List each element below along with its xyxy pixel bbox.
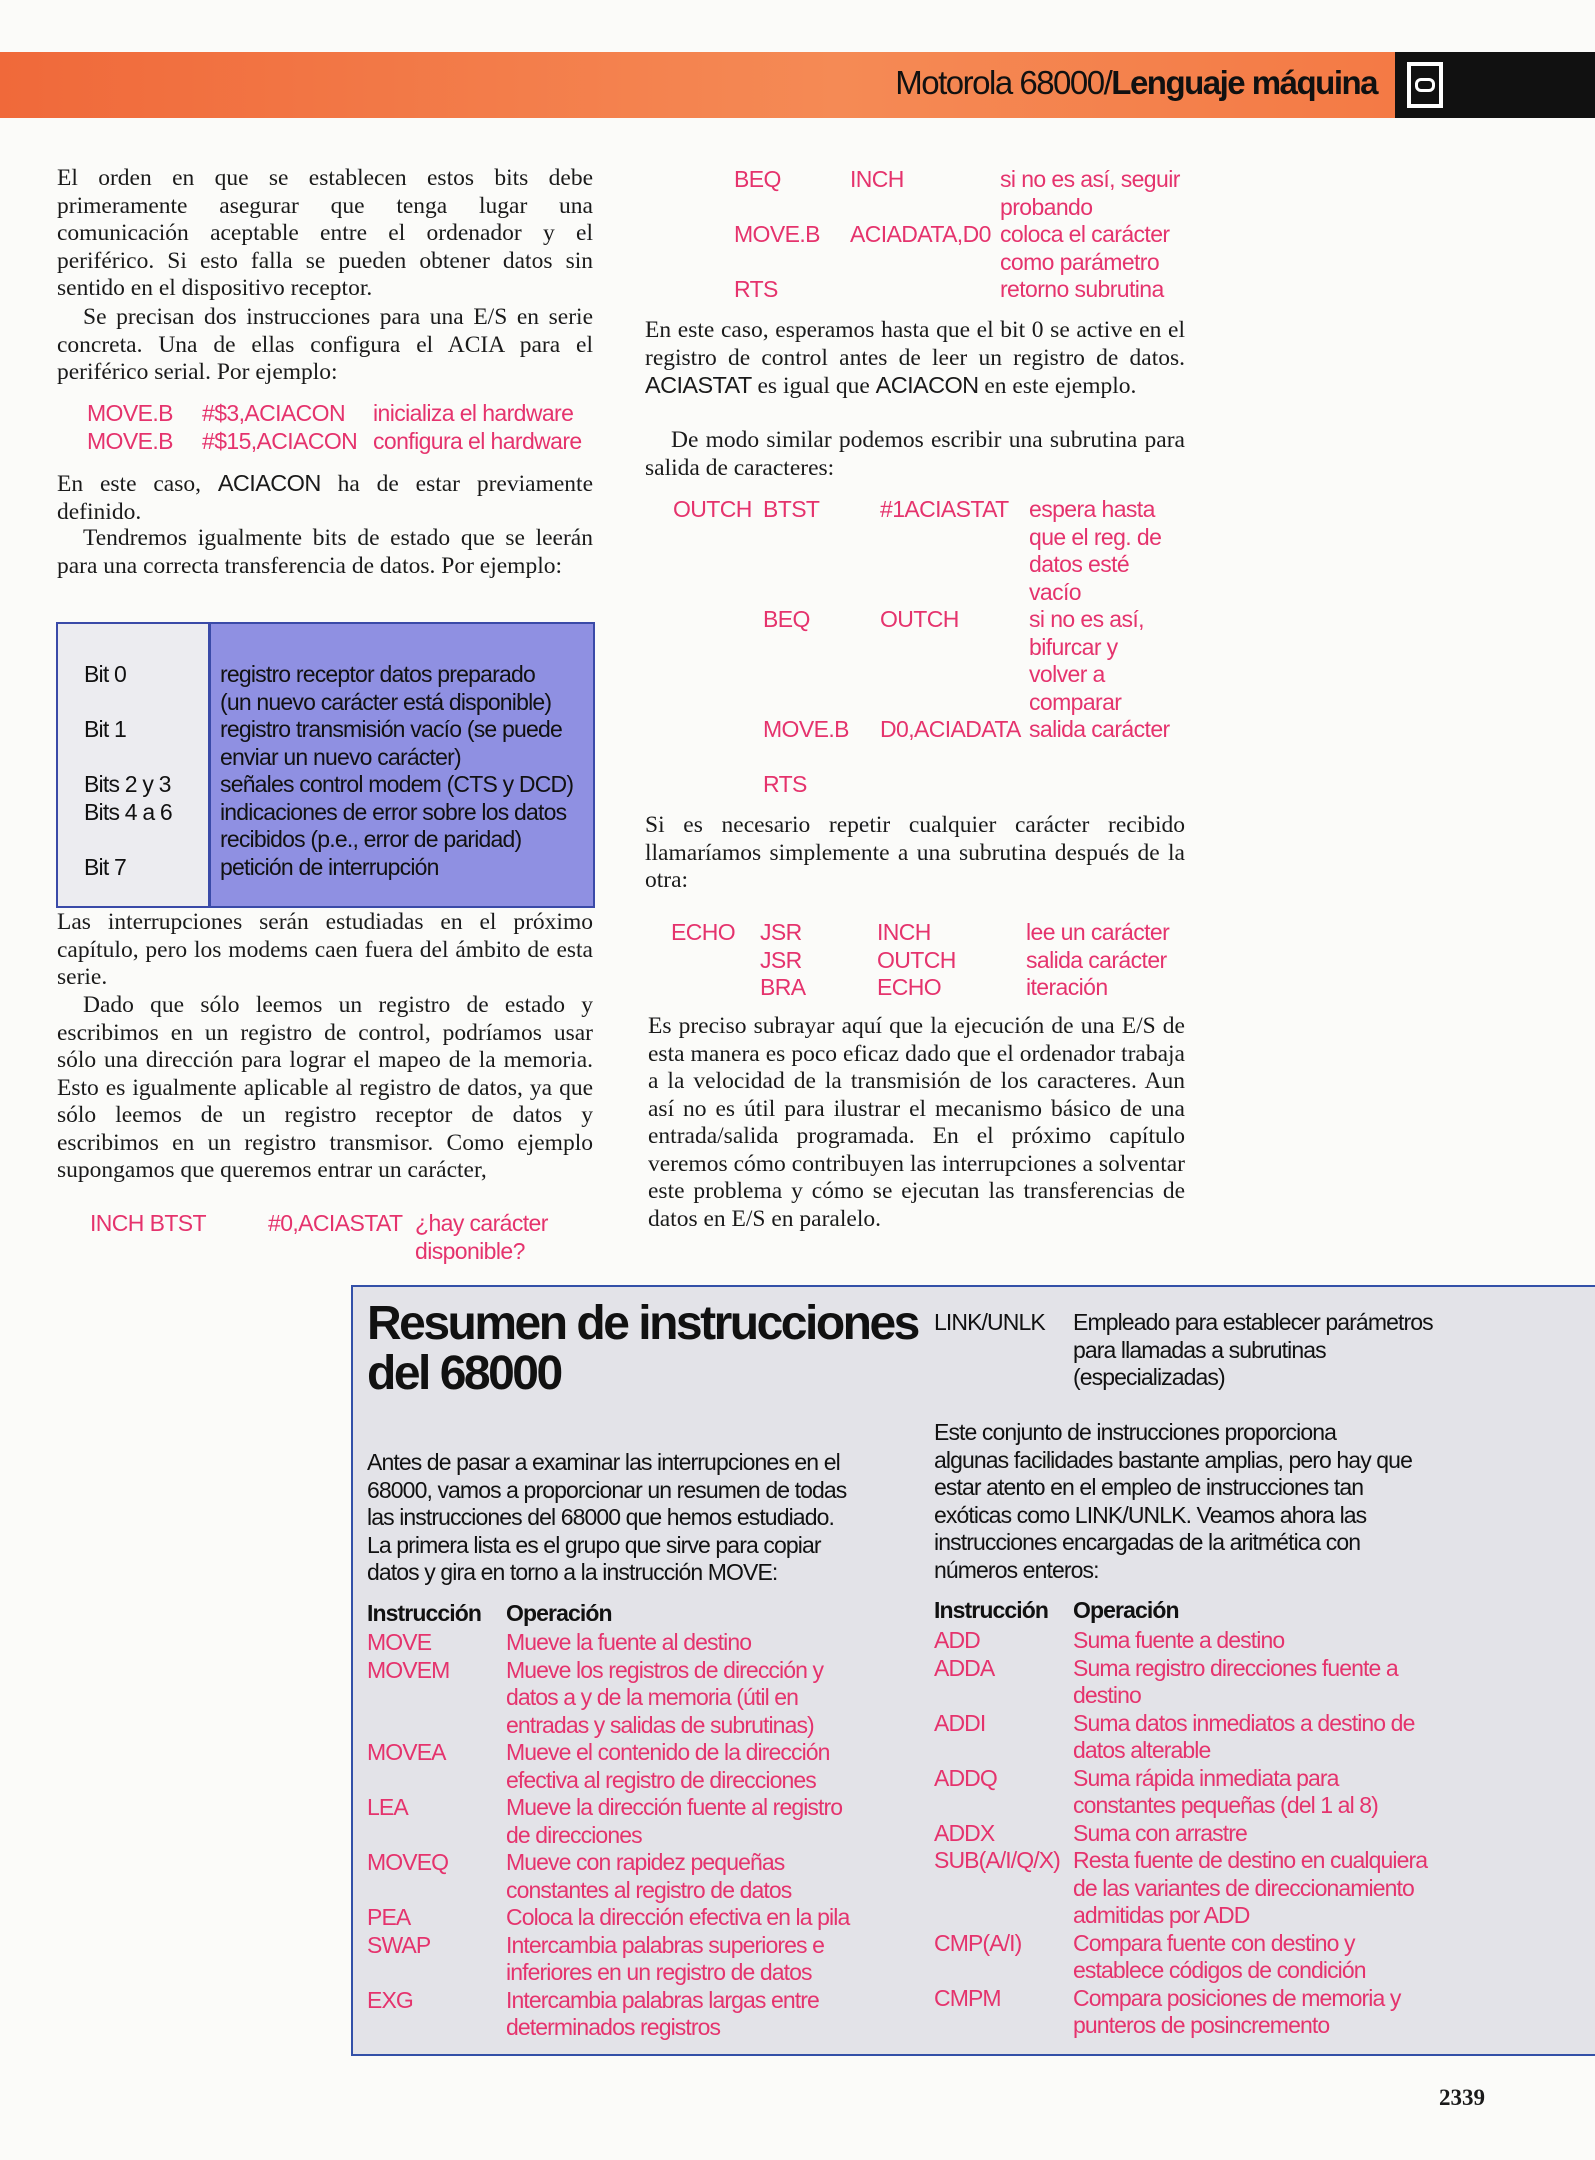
paragraph-text: Dado que sólo leemos un registro de estado y escribimos en un registro de control, podríamos usar sólo una dirección para lograr el mapeo de la memoria. Esto es igualmente aplicable al registro de datos, ya que sólo leemos de un registro receptor de datos y escribimos en un registro transmisor. Como ejemplo supongamos que queremos entrar un carácter, bbox=[57, 992, 593, 1183]
chip-icon bbox=[1407, 62, 1443, 108]
instruction-operation: (especializadas) bbox=[1073, 1364, 1225, 1390]
code-term: ACIACON bbox=[875, 372, 979, 398]
instruction-operation: constantes pequeñas (del 1 al 8) bbox=[1073, 1792, 1378, 1818]
summary-title bbox=[367, 1299, 918, 1399]
instruction-name: ADDQ bbox=[934, 1764, 997, 1791]
instruction-summary-box bbox=[351, 1285, 1595, 2056]
code-comment: bifurcar y bbox=[1029, 633, 1118, 660]
code-comment: que el reg. de bbox=[1029, 523, 1162, 550]
code-operand: OUTCH bbox=[877, 946, 956, 973]
instruction-operation: Mueve los registros de dirección y bbox=[506, 1656, 824, 1683]
code-mnemonic: BEQ bbox=[763, 606, 810, 632]
instruction-name: SWAP bbox=[367, 1931, 431, 1958]
code-comment: salida carácter bbox=[1029, 716, 1170, 742]
code-mnemonic: BRA bbox=[760, 974, 806, 1000]
paragraph bbox=[57, 470, 593, 526]
code-comment: inicializa el hardware bbox=[373, 400, 574, 426]
instruction-operation: Resta fuente de destino en cualquiera bbox=[1073, 1847, 1428, 1873]
code-mnemonic: MOVE.B bbox=[763, 716, 849, 742]
instruction-operation: entradas y salidas de subrutinas) bbox=[506, 1711, 814, 1738]
instruction-operation: Mueve el contenido de la dirección bbox=[506, 1739, 830, 1765]
instruction-name: SUB(A/I/Q/X) bbox=[934, 1847, 1060, 1873]
code-comment: ¿hay carácter bbox=[415, 1210, 548, 1236]
bit-description: indicaciones de error sobre los datos bbox=[220, 798, 567, 825]
code-mnemonic: RTS bbox=[734, 276, 778, 302]
column-header-operation: Operación bbox=[506, 1600, 612, 1626]
code-operand: #$15,ACIACON bbox=[202, 427, 358, 454]
code-comment: probando bbox=[1000, 193, 1093, 220]
code-mnemonic: BTST bbox=[763, 496, 820, 522]
instruction-operation: Intercambia palabras superiores e bbox=[506, 1931, 825, 1958]
code-comment: disponible? bbox=[415, 1237, 525, 1264]
code-operand: INCH bbox=[877, 919, 931, 945]
page-number: 2339 bbox=[1439, 2085, 1485, 2110]
code-comment: iteración bbox=[1026, 974, 1108, 1000]
code-comment: vacío bbox=[1029, 578, 1081, 605]
summary-paragraph-line: números enteros: bbox=[934, 1556, 1099, 1583]
paragraph-text: Tendremos igualmente bits de estado que se leerán para una correcta transferencia de datos. Por ejemplo: bbox=[57, 525, 593, 579]
code-mnemonic: JSR bbox=[760, 919, 802, 945]
title-line: Resumen de instrucciones bbox=[367, 1297, 918, 1350]
code-comment: retorno subrutina bbox=[1000, 276, 1164, 302]
instruction-operation: Mueve la dirección fuente al registro bbox=[506, 1794, 843, 1820]
instruction-operation: de direcciones bbox=[506, 1821, 642, 1848]
column-header-instruction: Instrucción bbox=[367, 1600, 482, 1626]
paragraph: El orden en que se establecen estos bits debe primeramente asegurar que tenga lugar una comunicación aceptable entre el ordenador y el periférico. Si esto falla se pueden obtener datos sin sentido en el dispositivo receptor. bbox=[57, 165, 593, 301]
bit-description: señales control modem (CTS y DCD) bbox=[220, 771, 574, 797]
code-mnemonic: MOVE.B bbox=[87, 400, 173, 426]
instruction-operation: punteros de posincremento bbox=[1073, 2012, 1330, 2038]
instruction-operation: admitidas por ADD bbox=[1073, 1902, 1250, 1928]
instruction-operation: Suma fuente a destino bbox=[1073, 1627, 1285, 1653]
instruction-name: ADDX bbox=[934, 1819, 995, 1846]
text: es igual que bbox=[751, 373, 876, 399]
code-comment: configura el hardware bbox=[373, 427, 582, 454]
instruction-operation: efectiva al registro de direcciones bbox=[506, 1766, 816, 1793]
code-comment: como parámetro bbox=[1000, 248, 1160, 275]
bit-description: enviar un nuevo carácter) bbox=[220, 743, 461, 770]
text: ha de estar previamente definido. bbox=[57, 471, 593, 525]
instruction-operation: Suma registro direcciones fuente a bbox=[1073, 1654, 1398, 1681]
code-mnemonic: RTS bbox=[763, 771, 807, 797]
instruction-name: MOVEQ bbox=[367, 1849, 449, 1875]
instruction-operation: inferiores en un registro de datos bbox=[506, 1959, 812, 1985]
instruction-name: ADDA bbox=[934, 1654, 995, 1681]
paragraph bbox=[645, 427, 1185, 482]
bit-description: (un nuevo carácter está disponible) bbox=[220, 688, 552, 715]
instruction-operation: constantes al registro de datos bbox=[506, 1876, 792, 1903]
code-comment: si no es así, seguir bbox=[1000, 166, 1180, 192]
code-operand: INCH bbox=[850, 166, 904, 192]
running-header bbox=[895, 64, 1377, 102]
header-series: Motorola 68000/ bbox=[895, 64, 1112, 101]
paragraph bbox=[57, 525, 593, 580]
instruction-name: LEA bbox=[367, 1794, 408, 1820]
code-comment: lee un carácter bbox=[1026, 919, 1170, 945]
column-header-instruction: Instrucción bbox=[934, 1597, 1049, 1623]
instruction-operation: Coloca la dirección efectiva en la pila bbox=[506, 1904, 850, 1930]
summary-paragraph-line: instrucciones encargadas de la aritmética con bbox=[934, 1529, 1361, 1555]
instruction-operation: Compara fuente con destino y bbox=[1073, 1929, 1355, 1956]
instruction-operation: Suma rápida inmediata para bbox=[1073, 1764, 1339, 1791]
bit-label: Bits 4 a 6 bbox=[84, 798, 172, 825]
column-header-operation: Operación bbox=[1073, 1597, 1179, 1623]
instruction-operation: Compara posiciones de memoria y bbox=[1073, 1984, 1401, 2011]
code-operand: ECHO bbox=[877, 974, 942, 1000]
paragraph-text: Se precisan dos instrucciones para una E/S en serie concreta. Una de ellas configura el ACIA para el periférico serial. Por ejemplo: bbox=[57, 304, 593, 385]
code-comment: salida carácter bbox=[1026, 946, 1167, 973]
code-mnemonic: JSR bbox=[760, 946, 802, 973]
text: En este caso, bbox=[57, 471, 218, 497]
paragraph bbox=[57, 304, 593, 387]
instruction-operation: datos a y de la memoria (útil en bbox=[506, 1684, 799, 1710]
bits-label-column bbox=[58, 624, 211, 906]
instruction-operation: Empleado para establecer parámetros bbox=[1073, 1309, 1433, 1335]
paragraph: Es preciso subrayar aquí que la ejecución de una E/S de esta manera es poco eficaz dado que el ordenador trabaja a la velocidad de la transmisión de los caracteres. Aun así no es útil para ilustrar el mecanismo básico de una entrada/salida programada. En el próximo capítulo veremos cómo contribuyen las interrupciones a solventar este problema y cómo se ejecutan las transferencias de datos en E/S en paralelo. bbox=[648, 1013, 1185, 1232]
instruction-name: MOVEM bbox=[367, 1656, 450, 1683]
instruction-operation: establece códigos de condición bbox=[1073, 1957, 1366, 1983]
instruction-name: PEA bbox=[367, 1904, 411, 1930]
code-comment: si no es así, bbox=[1029, 606, 1144, 632]
intro-line: datos y gira en torno a la instrucción MOVE: bbox=[367, 1559, 778, 1585]
instruction-name: ADD bbox=[934, 1627, 980, 1653]
code-operand: #0,ACIASTAT bbox=[268, 1210, 403, 1236]
bit-description: petición de interrupción bbox=[220, 853, 439, 880]
summary-paragraph-line: exóticas como LINK/UNLK. Veamos ahora las bbox=[934, 1501, 1367, 1528]
header-band bbox=[0, 52, 1395, 118]
code-comment: volver a bbox=[1029, 661, 1105, 687]
instruction-name: CMPM bbox=[934, 1984, 1001, 2011]
intro-line: 68000, vamos a proporcionar un resumen de todas bbox=[367, 1476, 847, 1503]
header-black-block bbox=[1395, 52, 1595, 118]
instruction-operation: Intercambia palabras largas entre bbox=[506, 1986, 819, 2013]
code-comment: espera hasta bbox=[1029, 496, 1155, 522]
bit-description: registro transmisión vacío (se puede bbox=[220, 716, 562, 742]
paragraph: Las interrupciones serán estudiadas en el próximo capítulo, pero los modems caen fuera del ámbito de esta serie. bbox=[57, 909, 593, 990]
code-mnemonic: MOVE.B bbox=[734, 221, 820, 247]
bit-label: Bit 0 bbox=[84, 661, 127, 687]
instruction-name: LINK/UNLK bbox=[934, 1309, 1045, 1335]
paragraph bbox=[57, 992, 593, 1185]
code-comment: datos esté bbox=[1029, 551, 1130, 577]
code-label: ECHO bbox=[671, 919, 736, 945]
bit-label: Bit 1 bbox=[84, 716, 127, 742]
instruction-operation: Suma datos inmediatos a destino de bbox=[1073, 1709, 1415, 1736]
instruction-operation: Mueve con rapidez pequeñas bbox=[506, 1849, 785, 1875]
instruction-operation: datos alterable bbox=[1073, 1737, 1211, 1763]
text: En este caso, esperamos hasta que el bit 0 se active en el registro de control antes de leer un registro de datos. bbox=[645, 317, 1185, 371]
code-operand: #1ACIASTAT bbox=[880, 496, 1009, 522]
instruction-operation: para llamadas a subrutinas bbox=[1073, 1336, 1326, 1363]
code-mnemonic: BEQ bbox=[734, 166, 781, 192]
instruction-name: EXG bbox=[367, 1986, 413, 2013]
code-mnemonic: MOVE.B bbox=[87, 427, 173, 454]
paragraph bbox=[645, 317, 1185, 401]
instruction-operation: destino bbox=[1073, 1682, 1141, 1708]
code-term: ACIASTAT bbox=[645, 372, 752, 398]
instruction-name: CMP(A/I) bbox=[934, 1929, 1022, 1956]
instruction-operation: de las variantes de direccionamiento bbox=[1073, 1874, 1414, 1901]
summary-paragraph-line: algunas facilidades bastante amplias, pero hay que bbox=[934, 1446, 1412, 1473]
code-comment: coloca el carácter bbox=[1000, 221, 1170, 247]
paragraph: Si es necesario repetir cualquier carácter recibido llamaríamos simplemente a una subrutina después de la otra: bbox=[645, 812, 1185, 893]
intro-line: Antes de pasar a examinar las interrupciones en el bbox=[367, 1449, 840, 1475]
text: en este ejemplo. bbox=[978, 373, 1137, 399]
instruction-name: ADDI bbox=[934, 1709, 986, 1736]
header-section: Lenguaje máquina bbox=[1111, 64, 1377, 101]
code-operand: ACIADATA,D0 bbox=[850, 221, 991, 247]
code-operand: D0,ACIADATA bbox=[880, 716, 1021, 742]
summary-paragraph-line: Este conjunto de instrucciones proporciona bbox=[934, 1419, 1337, 1445]
bit-label: Bits 2 y 3 bbox=[84, 771, 171, 797]
paragraph-text: De modo similar podemos escribir una subrutina para salida de caracteres: bbox=[645, 427, 1185, 481]
intro-line: La primera lista es el grupo que sirve para copiar bbox=[367, 1531, 821, 1558]
code-term: ACIACON bbox=[217, 470, 321, 496]
bit-label: Bit 7 bbox=[84, 853, 127, 880]
status-bits-table bbox=[56, 622, 595, 908]
code-mnemonic: INCH BTST bbox=[90, 1210, 206, 1236]
instruction-operation: determinados registros bbox=[506, 2014, 721, 2040]
bit-description: registro receptor datos preparado bbox=[220, 661, 535, 687]
summary-paragraph-line: estar atento en el empleo de instrucciones tan bbox=[934, 1474, 1364, 1500]
title-line: del 68000 bbox=[367, 1347, 561, 1400]
code-operand: #$3,ACIACON bbox=[202, 400, 345, 426]
intro-line: las instrucciones del 68000 que hemos estudiado. bbox=[367, 1504, 834, 1530]
instruction-operation: Suma con arrastre bbox=[1073, 1819, 1247, 1846]
instruction-name: MOVEA bbox=[367, 1739, 446, 1765]
bit-description: recibidos (p.e., error de paridad) bbox=[220, 826, 522, 852]
code-label: OUTCH bbox=[673, 496, 752, 522]
instruction-operation: Mueve la fuente al destino bbox=[506, 1629, 752, 1655]
code-operand: OUTCH bbox=[880, 606, 959, 632]
code-comment: comparar bbox=[1029, 688, 1122, 715]
instruction-name: MOVE bbox=[367, 1629, 432, 1655]
